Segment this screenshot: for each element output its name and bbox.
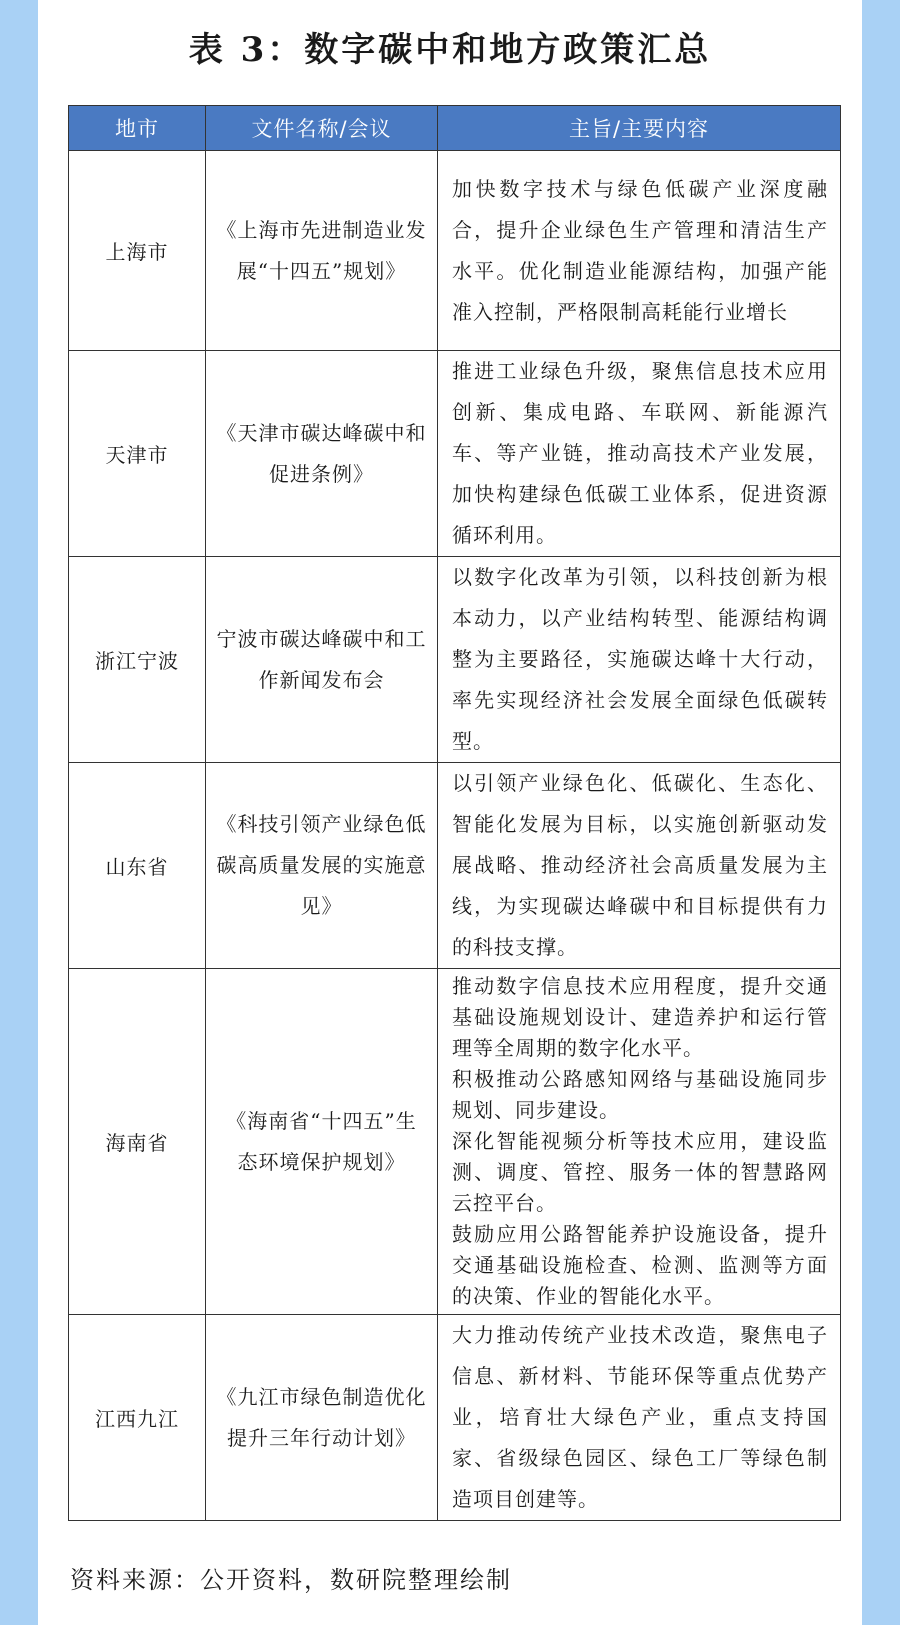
table-row <box>69 557 841 763</box>
content-cell <box>438 151 841 351</box>
header-content: 主旨/主要内容 <box>438 106 841 151</box>
city-cell: 山东省 <box>69 763 206 969</box>
document-cell: 《科技引领产业绿色低碳高质量发展的实施意见》 <box>206 763 438 969</box>
table-row <box>69 151 841 351</box>
table-header-row <box>69 106 841 151</box>
city-cell: 江西九江 <box>69 1315 206 1521</box>
content-cell <box>438 763 841 969</box>
document-cell: 《天津市碳达峰碳中和促进条例》 <box>206 351 438 557</box>
document-cell: 《上海市先进制造业发展“十四五”规划》 <box>206 151 438 351</box>
header-document: 文件名称/会议 <box>206 106 438 151</box>
document-cell: 《九江市绿色制造优化提升三年行动计划》 <box>206 1315 438 1521</box>
table-row <box>69 969 841 1315</box>
city-cell: 浙江宁波 <box>69 557 206 763</box>
content-paragraph: 推进工业绿色升级，聚焦信息技术应用创新、集成电路、车联网、新能源汽车、等产业链，推动高技术产业发展，加快构建绿色低碳工业体系，促进资源循环利用。 <box>452 359 828 547</box>
document-cell: 《海南省“十四五”生态环境保护规划》 <box>206 969 438 1315</box>
content-paragraph: 以引领产业绿色化、低碳化、生态化、智能化发展为目标，以实施创新驱动发展战略、推动经济社会高质量发展为主线，为实现碳达峰碳中和目标提供有力的科技支撑。 <box>452 771 828 959</box>
content-paragraph: 积极推动公路感知网络与基础设施同步规划、同步建设。 <box>452 1067 828 1122</box>
content-cell <box>438 351 841 557</box>
content-paragraph: 以数字化改革为引领，以科技创新为根本动力，以产业结构转型、能源结构调整为主要路径，实施碳达峰十大行动，率先实现经济社会发展全面绿色低碳转型。 <box>452 565 828 753</box>
content-paragraph: 推动数字信息技术应用程度，提升交通基础设施规划设计、建造养护和运行管理等全周期的数字化水平。 <box>452 974 828 1060</box>
document-cell: 宁波市碳达峰碳中和工作新闻发布会 <box>206 557 438 763</box>
content-paragraph: 鼓励应用公路智能养护设施设备，提升交通基础设施检查、检测、监测等方面的决策、作业的智能化水平。 <box>452 1222 828 1308</box>
content-paragraph: 加快数字技术与绿色低碳产业深度融合，提升企业绿色生产管理和清洁生产水平。优化制造业能源结构，加强产能准入控制，严格限制高耗能行业增长 <box>452 176 828 324</box>
content-cell <box>438 1315 841 1521</box>
table-title: 表 3：数字碳中和地方政策汇总 <box>188 30 712 70</box>
document-page <box>38 0 862 1625</box>
content-cell <box>438 557 841 763</box>
city-cell: 海南省 <box>69 969 206 1315</box>
table-row <box>69 1315 841 1521</box>
content-cell <box>438 969 841 1315</box>
content-paragraph: 大力推动传统产业技术改造，聚焦电子信息、新材料、节能环保等重点优势产业，培育壮大绿色产业，重点支持国家、省级绿色园区、绿色工厂等绿色制造项目创建等。 <box>452 1323 828 1511</box>
table-row <box>69 351 841 557</box>
table-row <box>69 763 841 969</box>
header-city: 地市 <box>69 106 206 151</box>
city-cell: 上海市 <box>69 151 206 351</box>
policy-table <box>68 105 841 1521</box>
city-cell: 天津市 <box>69 351 206 557</box>
source-note: 资料来源：公开资料，数研院整理绘制 <box>70 1566 512 1594</box>
content-paragraph: 深化智能视频分析等技术应用，建设监测、调度、管控、服务一体的智慧路网云控平台。 <box>452 1129 828 1215</box>
